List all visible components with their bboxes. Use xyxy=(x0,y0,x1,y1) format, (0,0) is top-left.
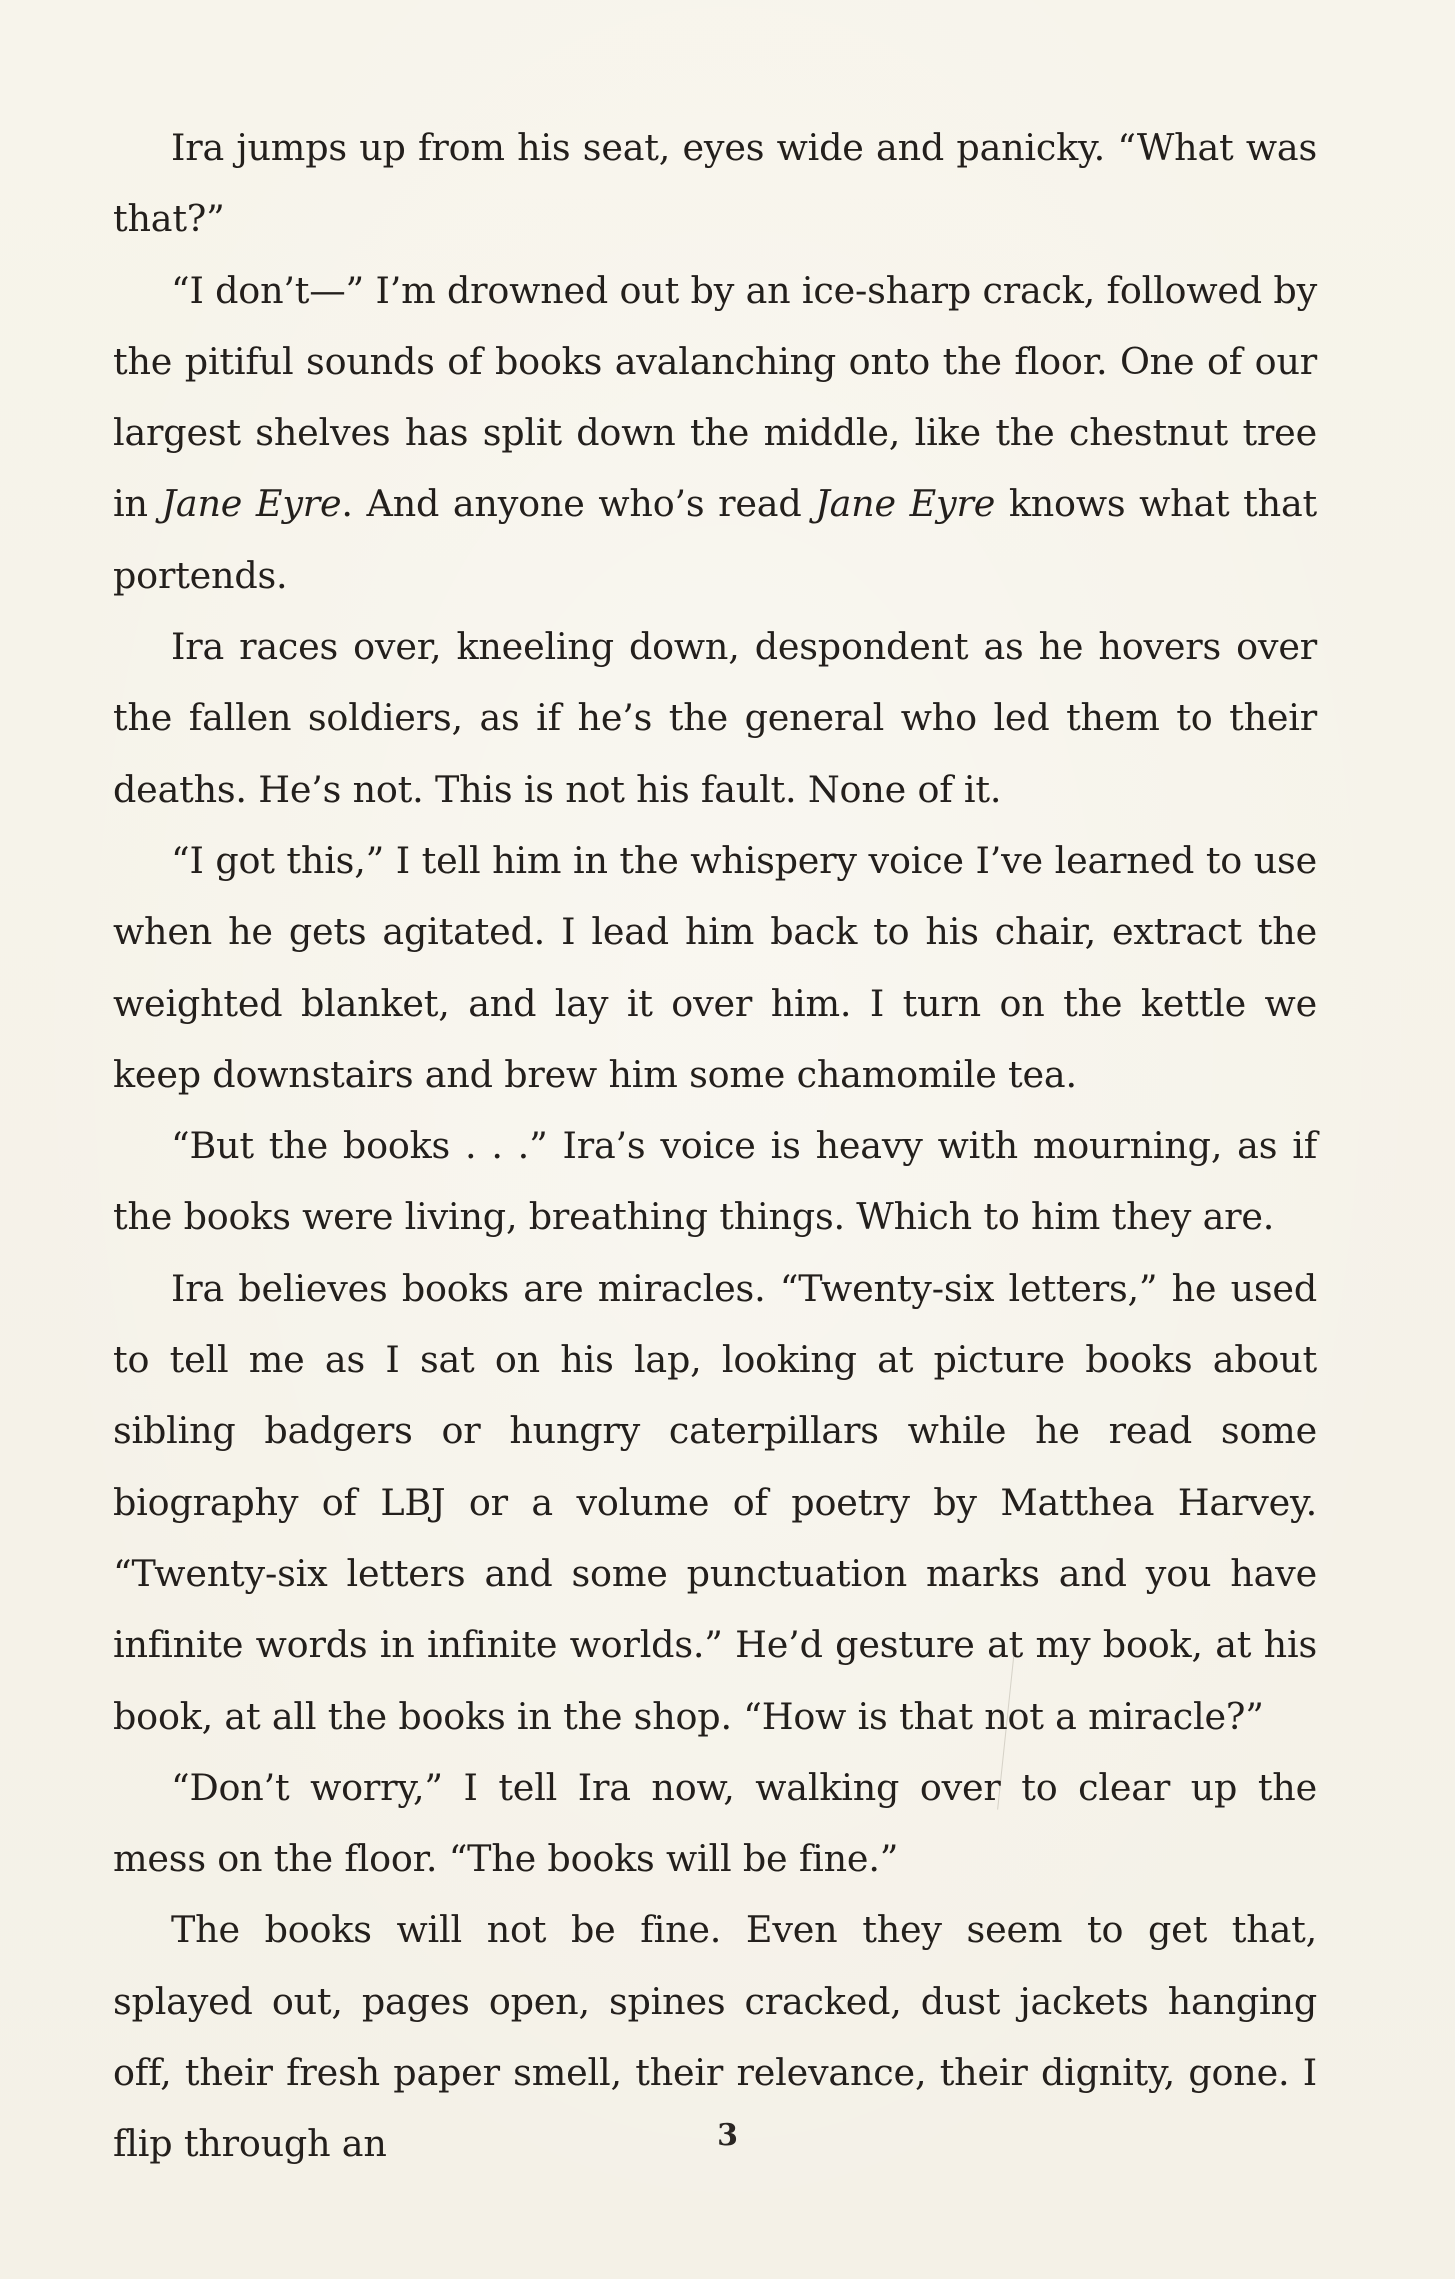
text-run: Ira believes books are miracles. “Twenty-six letters,” he used to tell me as I sat on his lap, looking at picture books about sibling badgers or hungry caterpillars while he read some biography of LBJ or a volume of poetry by Matthea Harvey. “Twenty-six letters and some punctuation marks and you have infinite words in infinite worlds.” He’d gesture at my book, at his book, at all the books in the shop. “How is that not a miracle?” xyxy=(113,1266,1317,1738)
book-title-italic: Jane Eyre xyxy=(161,482,342,526)
paragraph xyxy=(113,1253,1317,1752)
text-run: Ira races over, kneeling down, despondent as he hovers over the fallen soldiers, as if he’s the general who led them to their deaths. He’s not. This is not his fault. None of it. xyxy=(113,625,1317,811)
paragraph xyxy=(113,1752,1317,1895)
text-run: “I got this,” I tell him in the whispery voice I’ve learned to use when he gets agitated. I lead him back to his chair, extract the weighted blanket, and lay it over him. I turn on the kettle we keep downstairs and brew him some chamomile tea. xyxy=(113,838,1317,1096)
text-run: “Don’t worry,” I tell Ira now, walking over to clear up the mess on the floor. “The books will be fine.” xyxy=(113,1765,1317,1881)
book-title-italic: Jane Eyre xyxy=(815,482,996,526)
paragraph xyxy=(113,1110,1317,1253)
paragraph xyxy=(113,255,1317,611)
text-run: knows what that portends. xyxy=(113,482,1317,597)
text-run: “I don’t—” I’m drowned out by an ice-sharp crack, followed by the pitiful sounds of books avalanching onto the floor. One of our largest shelves has split down the middle, like the chestnut tree in xyxy=(113,268,1317,526)
text-run: “But the books . . .” Ira’s voice is heavy with mourning, as if the books were living, breathing things. Which to him they are. xyxy=(113,1124,1317,1239)
text-run: Ira jumps up from his seat, eyes wide and panicky. “What was that?” xyxy=(113,126,1317,241)
text-run: . And anyone who’s read xyxy=(341,482,816,526)
text-run: The books will not be fine. Even they seem to get that, splayed out, pages open, spines cracked, dust jackets hanging off, their fresh paper smell, their relevance, their dignity, gone. I flip through an xyxy=(113,1908,1317,2166)
paragraph xyxy=(113,825,1317,1110)
paragraph xyxy=(113,611,1317,825)
paragraph xyxy=(113,112,1317,255)
body-text xyxy=(113,112,1317,2180)
page-number: 3 xyxy=(717,2118,738,2153)
